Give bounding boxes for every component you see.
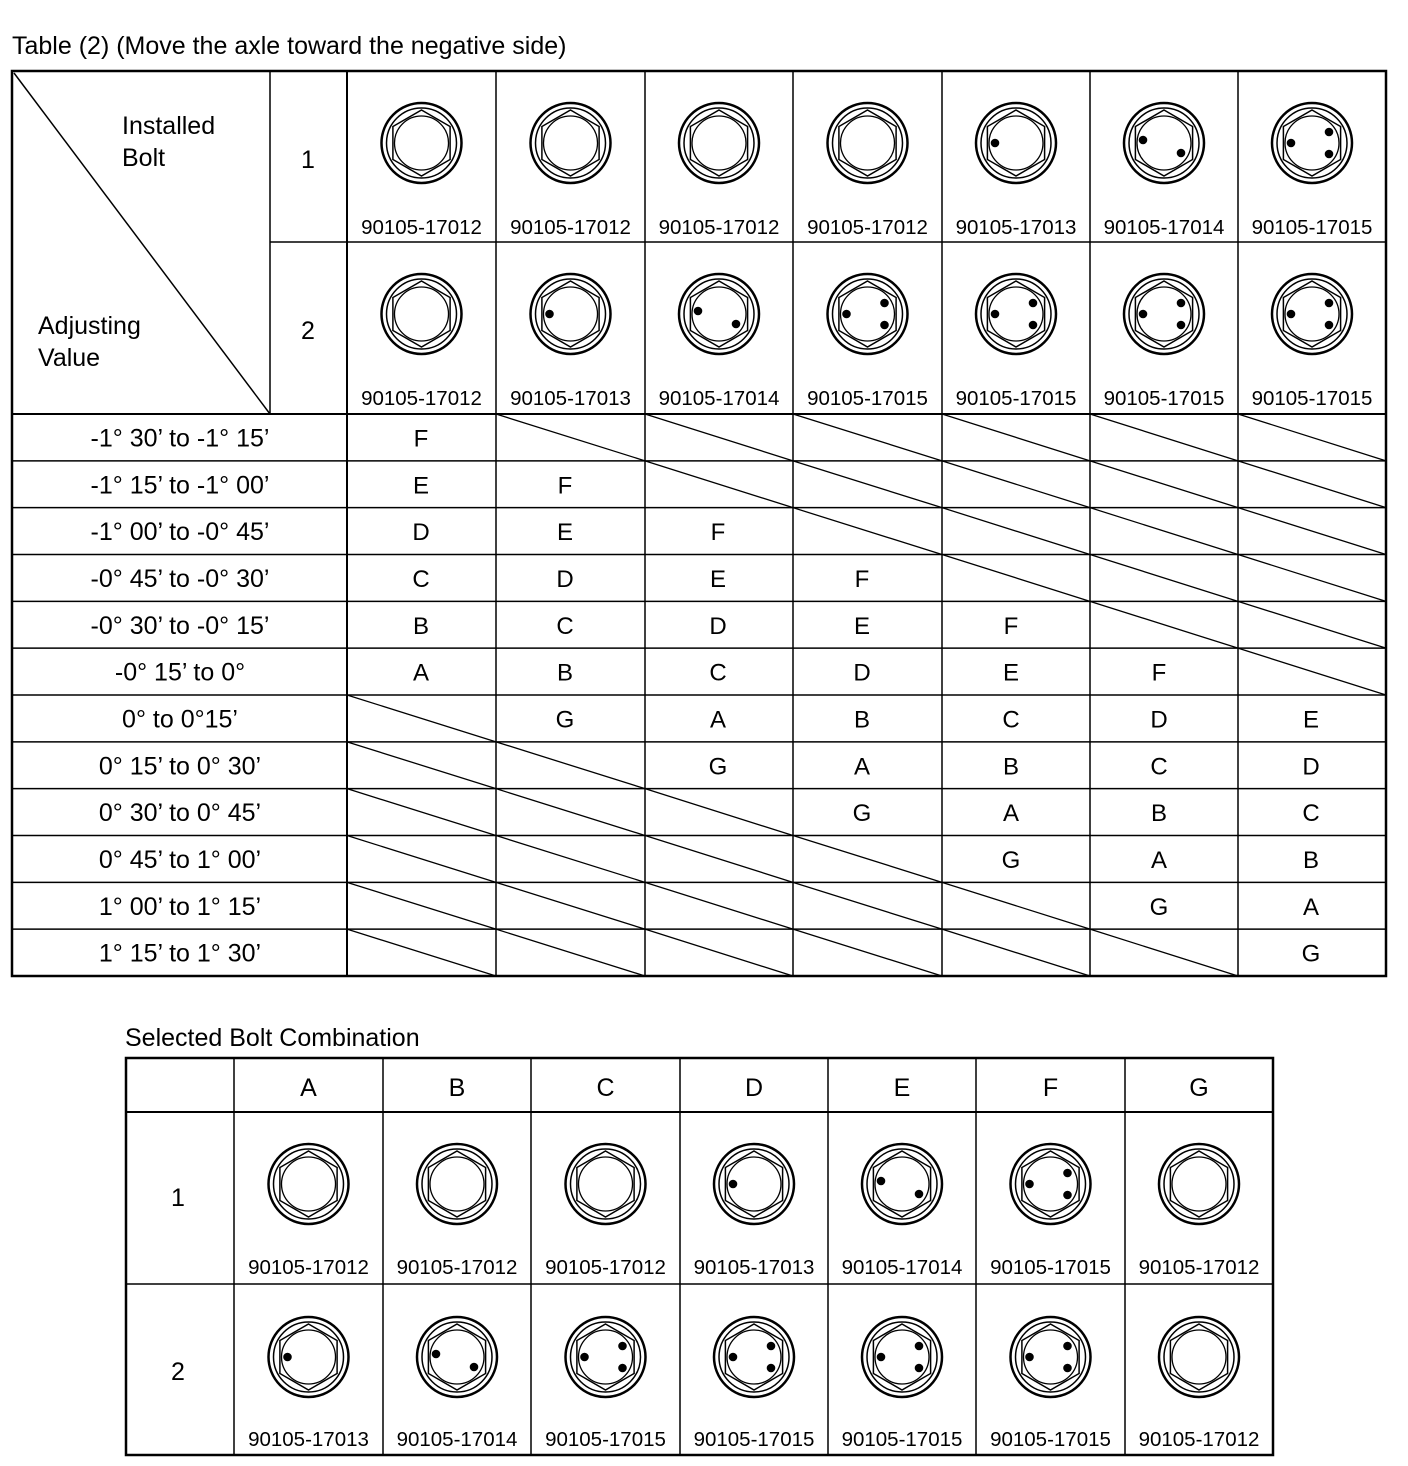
empty-cell-diagonal bbox=[793, 461, 942, 508]
bolt2-part-number: 90105-17013 bbox=[510, 387, 631, 410]
selected-bolt1-head-icon bbox=[269, 1144, 349, 1224]
combination-header-letter: G bbox=[1189, 1074, 1209, 1102]
empty-cell-diagonal bbox=[793, 508, 942, 555]
combination-letter: G bbox=[1001, 846, 1021, 874]
combination-letter: B bbox=[1302, 846, 1320, 874]
combination-letter: D bbox=[1302, 753, 1320, 781]
bolt1-head-icon bbox=[828, 103, 908, 183]
empty-cell-diagonal bbox=[496, 836, 645, 883]
bolt1-part-number: 90105-17012 bbox=[658, 216, 780, 239]
combination-letter: F bbox=[710, 519, 726, 547]
empty-cell-diagonal bbox=[347, 789, 496, 836]
bolt1-part-number: 90105-17013 bbox=[955, 216, 1077, 239]
bolt1-head-icon bbox=[531, 103, 611, 183]
combination-letter: E bbox=[412, 472, 430, 500]
combination-letter: C bbox=[1302, 800, 1320, 828]
empty-cell-diagonal bbox=[347, 929, 496, 976]
combination-letter: E bbox=[709, 565, 727, 593]
empty-cell-diagonal bbox=[1090, 555, 1238, 602]
selected-bolt1-part-number: 90105-17012 bbox=[396, 1256, 518, 1279]
combination-letter: G bbox=[852, 800, 872, 828]
empty-cell-diagonal bbox=[793, 414, 942, 461]
empty-cell-diagonal bbox=[347, 836, 496, 883]
bolt2-part-number: 90105-17015 bbox=[807, 387, 928, 410]
empty-cell-diagonal bbox=[645, 882, 793, 929]
selected-bolt2-part-number: 90105-17015 bbox=[693, 1428, 815, 1451]
selected-row-label-2: 2 bbox=[171, 1358, 185, 1386]
combination-letter: D bbox=[412, 519, 430, 547]
bolt1-part-number: 90105-17012 bbox=[510, 216, 631, 239]
bolt1-head-icon bbox=[382, 103, 462, 183]
selected-bolt2-head-icon bbox=[417, 1317, 497, 1397]
empty-cell-diagonal bbox=[942, 461, 1090, 508]
empty-cell-diagonal bbox=[1238, 414, 1386, 461]
empty-cell-diagonal bbox=[1090, 929, 1238, 976]
adjusting-range: 0° 15’ to 0° 30’ bbox=[98, 752, 262, 781]
selected-bolt1-head-icon bbox=[1011, 1144, 1091, 1224]
combination-letter: E bbox=[556, 519, 574, 547]
bolt-row-label-2: 2 bbox=[301, 317, 315, 345]
corner-adjusting: Adjusting bbox=[38, 312, 141, 340]
empty-cell-diagonal bbox=[1090, 601, 1238, 648]
bolt1-part-number: 90105-17014 bbox=[1103, 216, 1225, 239]
combination-letter: D bbox=[556, 565, 574, 593]
bolt2-head-icon bbox=[382, 274, 462, 354]
selected-bolt1-part-number: 90105-17012 bbox=[248, 1256, 369, 1279]
bolt2-part-number: 90105-17012 bbox=[361, 387, 482, 410]
selected-bolt2-part-number: 90105-17015 bbox=[545, 1428, 666, 1451]
combination-letter: E bbox=[1002, 659, 1020, 687]
combination-letter: D bbox=[1150, 706, 1168, 734]
bolt2-part-number: 90105-17015 bbox=[955, 387, 1077, 410]
empty-cell-diagonal bbox=[496, 882, 645, 929]
selected-bolt1-head-icon bbox=[1159, 1144, 1239, 1224]
empty-cell-diagonal bbox=[1238, 555, 1386, 602]
selected-bolt2-head-icon bbox=[714, 1317, 794, 1397]
adjusting-range: -1° 00’ to -0° 45’ bbox=[90, 518, 270, 547]
bolt2-head-icon bbox=[828, 274, 908, 354]
empty-cell-diagonal bbox=[347, 695, 496, 742]
empty-cell-diagonal bbox=[1238, 648, 1386, 695]
combination-header-letter: D bbox=[744, 1074, 764, 1102]
adjusting-range: 0° 45’ to 1° 00’ bbox=[98, 845, 262, 874]
combination-letter: C bbox=[1150, 753, 1168, 781]
selected-bolt1-head-icon bbox=[417, 1144, 497, 1224]
empty-cell-diagonal bbox=[645, 414, 793, 461]
selected-bolt2-head-icon bbox=[566, 1317, 646, 1397]
selected-bolt1-head-icon bbox=[714, 1144, 794, 1224]
empty-cell-diagonal bbox=[942, 508, 1090, 555]
combination-letter: F bbox=[854, 565, 870, 593]
bolt2-part-number: 90105-17015 bbox=[1103, 387, 1225, 410]
selected-bolt2-head-icon bbox=[1159, 1317, 1239, 1397]
empty-cell-diagonal bbox=[793, 882, 942, 929]
combination-letter: G bbox=[555, 706, 575, 734]
selected-bolt1-part-number: 90105-17012 bbox=[1138, 1256, 1260, 1279]
bolt2-part-number: 90105-17015 bbox=[1251, 387, 1373, 410]
table2-title: Table (2) (Move the axle toward the negative side) bbox=[12, 32, 567, 60]
adjusting-range: -0° 30’ to -0° 15’ bbox=[90, 611, 270, 640]
combination-letter: C bbox=[1002, 706, 1020, 734]
empty-cell-diagonal bbox=[942, 414, 1090, 461]
combination-letter: A bbox=[853, 753, 871, 781]
combination-header-letter: E bbox=[893, 1074, 911, 1102]
adjusting-range: -0° 45’ to -0° 30’ bbox=[90, 564, 270, 593]
bolt1-head-icon bbox=[1124, 103, 1204, 183]
combination-letter: G bbox=[1149, 893, 1169, 921]
adjusting-range: 0° to 0°15’ bbox=[122, 705, 238, 734]
selected-bolt1-part-number: 90105-17015 bbox=[990, 1256, 1111, 1279]
combination-letter: A bbox=[1150, 846, 1168, 874]
empty-cell-diagonal bbox=[496, 929, 645, 976]
empty-cell-diagonal bbox=[942, 882, 1090, 929]
bolt2-part-number: 90105-17014 bbox=[658, 387, 780, 410]
combination-letter: G bbox=[1301, 940, 1321, 968]
bolt-row-label-1: 1 bbox=[301, 146, 315, 174]
combination-header-letter: F bbox=[1042, 1074, 1059, 1102]
selected-bolt1-head-icon bbox=[566, 1144, 646, 1224]
adjusting-range: -1° 30’ to -1° 15’ bbox=[90, 424, 270, 453]
combination-letter: C bbox=[412, 565, 430, 593]
combination-header-letter: B bbox=[448, 1074, 466, 1102]
empty-cell-diagonal bbox=[1238, 601, 1386, 648]
empty-cell-diagonal bbox=[942, 555, 1090, 602]
empty-cell-diagonal bbox=[793, 929, 942, 976]
empty-cell-diagonal bbox=[496, 414, 645, 461]
empty-cell-diagonal bbox=[347, 742, 496, 789]
combination-letter: B bbox=[412, 612, 430, 640]
selected-bolt2-part-number: 90105-17015 bbox=[841, 1428, 963, 1451]
bolt2-head-icon bbox=[531, 274, 611, 354]
combination-letter: E bbox=[1302, 706, 1320, 734]
bolt2-head-icon bbox=[1124, 274, 1204, 354]
selected-bolt1-head-icon bbox=[862, 1144, 942, 1224]
combination-letter: B bbox=[1002, 753, 1020, 781]
empty-cell-diagonal bbox=[1090, 461, 1238, 508]
selected-bolt2-head-icon bbox=[1011, 1317, 1091, 1397]
combination-letter: B bbox=[853, 706, 871, 734]
combination-letter: A bbox=[1302, 893, 1320, 921]
empty-cell-diagonal bbox=[645, 789, 793, 836]
combination-letter: A bbox=[709, 706, 727, 734]
empty-cell-diagonal bbox=[1238, 461, 1386, 508]
empty-cell-diagonal bbox=[1090, 414, 1238, 461]
combination-letter: C bbox=[709, 659, 727, 687]
bolt2-head-icon bbox=[1272, 274, 1352, 354]
selected-bolt1-part-number: 90105-17012 bbox=[545, 1256, 666, 1279]
selected-title: Selected Bolt Combination bbox=[125, 1024, 420, 1052]
combination-letter: A bbox=[1002, 800, 1020, 828]
empty-cell-diagonal bbox=[942, 929, 1090, 976]
bolt2-head-icon bbox=[679, 274, 759, 354]
selected-bolt1-part-number: 90105-17014 bbox=[841, 1256, 963, 1279]
adjusting-range: 1° 00’ to 1° 15’ bbox=[98, 892, 262, 921]
selected-bolt2-head-icon bbox=[269, 1317, 349, 1397]
combination-letter: F bbox=[1003, 612, 1019, 640]
combination-letter: F bbox=[1151, 659, 1167, 687]
empty-cell-diagonal bbox=[793, 836, 942, 883]
empty-cell-diagonal bbox=[496, 742, 645, 789]
adjusting-range: 1° 15’ to 1° 30’ bbox=[98, 939, 262, 968]
combination-letter: D bbox=[853, 659, 871, 687]
selected-bolt2-part-number: 90105-17013 bbox=[248, 1428, 369, 1451]
combination-header-letter: A bbox=[300, 1074, 317, 1102]
combination-letter: B bbox=[1150, 800, 1168, 828]
corner-bolt: Bolt bbox=[122, 144, 166, 172]
combination-letter: F bbox=[413, 425, 429, 453]
combination-letter: D bbox=[709, 612, 727, 640]
selected-bolt2-part-number: 90105-17012 bbox=[1138, 1428, 1260, 1451]
adjusting-range: -1° 15’ to -1° 00’ bbox=[90, 471, 270, 500]
empty-cell-diagonal bbox=[496, 789, 645, 836]
adjusting-range: -0° 15’ to 0° bbox=[114, 658, 246, 687]
bolt2-head-icon bbox=[976, 274, 1056, 354]
bolt1-part-number: 90105-17015 bbox=[1251, 216, 1373, 239]
combination-letter: A bbox=[412, 659, 430, 687]
adjusting-range: 0° 30’ to 0° 45’ bbox=[98, 799, 262, 828]
empty-cell-diagonal bbox=[645, 461, 793, 508]
selected-bolt1-part-number: 90105-17013 bbox=[693, 1256, 815, 1279]
combination-letter: F bbox=[557, 472, 573, 500]
selected-bolt2-part-number: 90105-17015 bbox=[990, 1428, 1111, 1451]
selected-row-label-1: 1 bbox=[171, 1184, 185, 1212]
selected-bolt2-part-number: 90105-17014 bbox=[396, 1428, 518, 1451]
combination-header-letter: C bbox=[596, 1074, 615, 1102]
bolt1-part-number: 90105-17012 bbox=[361, 216, 482, 239]
empty-cell-diagonal bbox=[1238, 508, 1386, 555]
bolt1-head-icon bbox=[1272, 103, 1352, 183]
empty-cell-diagonal bbox=[347, 882, 496, 929]
combination-letter: E bbox=[853, 612, 871, 640]
empty-cell-diagonal bbox=[1090, 508, 1238, 555]
selected-bolt2-head-icon bbox=[862, 1317, 942, 1397]
empty-cell-diagonal bbox=[645, 836, 793, 883]
combination-letter: C bbox=[556, 612, 574, 640]
bolt1-head-icon bbox=[976, 103, 1056, 183]
combination-letter: B bbox=[556, 659, 574, 687]
empty-cell-diagonal bbox=[645, 929, 793, 976]
corner-installed: Installed bbox=[122, 112, 216, 140]
combination-letter: G bbox=[708, 753, 728, 781]
bolt1-part-number: 90105-17012 bbox=[807, 216, 928, 239]
bolt1-head-icon bbox=[679, 103, 759, 183]
corner-value: Value bbox=[38, 344, 101, 372]
